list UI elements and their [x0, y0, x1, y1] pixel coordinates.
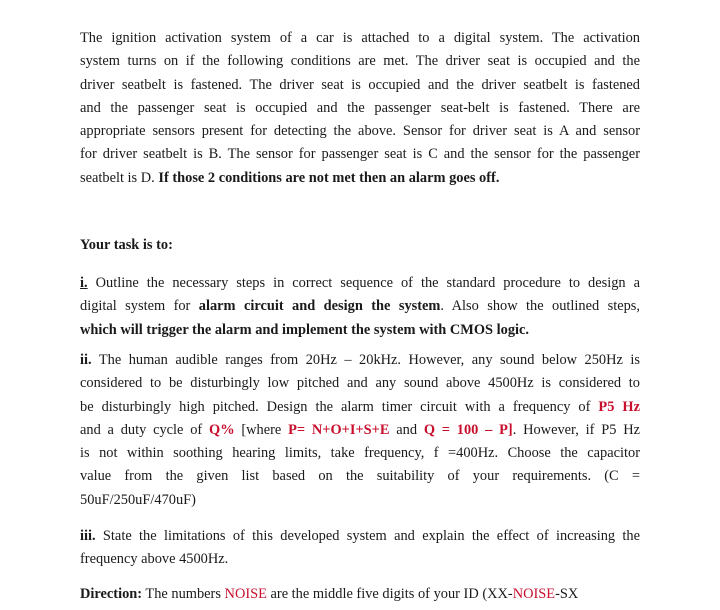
noise-variable: NOISE	[512, 586, 556, 602]
item-ii-line: 50uF/250uF/470uF)	[80, 491, 196, 508]
intro-line-last	[80, 167, 640, 190]
direction-note	[80, 583, 680, 606]
item-iii-line: frequency above 4500Hz.	[80, 551, 229, 568]
item-i-text: . Also show the outlined steps,	[440, 298, 640, 315]
item-i-number: i.	[80, 275, 88, 291]
item-i-line	[80, 295, 640, 318]
intro-line: appropriate sensors present for detecting the above. Sensor for driver seat is A and sensor	[80, 123, 640, 140]
q-formula: Q = 100 – P]	[423, 421, 513, 438]
noise-variable: NOISE	[224, 586, 267, 602]
item-iii-text: State the limitations of this developed system and explain the effect of increasing the	[95, 528, 640, 544]
task-item-iii	[80, 525, 640, 572]
item-i-line	[80, 319, 640, 342]
intro-paragraph	[80, 27, 640, 190]
item-i-line	[80, 272, 640, 295]
item-ii-number: ii.	[80, 352, 92, 368]
item-ii-line	[80, 349, 640, 372]
item-ii-text: . However, if P5 Hz	[512, 421, 640, 438]
p-formula: P= N+O+I+S+E	[288, 421, 390, 438]
item-ii-line: considered to be disturbingly low pitched and any sound above 4500Hz is considered to	[80, 375, 640, 392]
item-ii-text: and a duty cycle of	[80, 421, 209, 438]
intro-last-plain: seatbelt is D.	[80, 169, 159, 186]
direction-label: Direction:	[80, 586, 143, 602]
item-ii-text: [where	[234, 421, 289, 438]
item-ii-text: The human audible ranges from 20Hz – 20kHz. However, any sound below 250Hz is	[91, 352, 640, 368]
item-i-bold-text: alarm circuit and design the system	[198, 298, 441, 315]
item-ii-line: value from the given list based on the suitability of your requirements. (C =	[80, 468, 640, 485]
item-iii-number: iii.	[80, 528, 96, 544]
intro-line: system turns on if the following conditions are met. The driver seat is occupied and the	[80, 53, 640, 70]
intro-line: for driver seatbelt is B. The sensor for passenger seat is C and the sensor for the passenger	[80, 146, 640, 163]
direction-text: are the middle five digits of your ID (XX-	[266, 586, 513, 602]
duty-cycle-variable: Q%	[209, 421, 235, 438]
task-item-i	[80, 272, 640, 342]
direction-text: The numbers	[142, 586, 225, 602]
item-ii-line	[80, 419, 640, 442]
item-i-text: digital system for	[80, 298, 199, 315]
intro-line: driver seatbelt is fastened. The driver seat is occupied and the driver seatbelt is fastened	[80, 76, 640, 93]
frequency-variable: P5 Hz	[598, 398, 640, 415]
document-page	[80, 27, 640, 602]
task-heading: Your task is to:	[80, 237, 173, 253]
item-i-text: Outline the necessary steps in correct sequence of the standard procedure to design a	[87, 275, 640, 291]
item-ii-text: and	[389, 421, 424, 438]
item-i-bold-text: which will trigger the alarm and implement the system with CMOS logic.	[80, 321, 529, 338]
intro-line: and the passenger seat is occupied and the passenger seat-belt is fastened. There are	[80, 99, 640, 116]
item-ii-line: is not within soothing hearing limits, take frequency, f =400Hz. Choose the capacitor	[80, 445, 640, 462]
intro-line: The ignition activation system of a car is attached to a digital system. The activation	[80, 30, 640, 46]
task-item-ii	[80, 349, 640, 512]
alarm-condition-text: If those 2 conditions are not met then an alarm goes off.	[158, 169, 500, 186]
direction-text: -SX	[555, 586, 579, 602]
item-ii-line	[80, 396, 640, 419]
item-iii-line	[80, 525, 640, 548]
item-ii-text: be disturbingly high pitched. Design the alarm timer circuit with a frequency of	[80, 398, 599, 415]
